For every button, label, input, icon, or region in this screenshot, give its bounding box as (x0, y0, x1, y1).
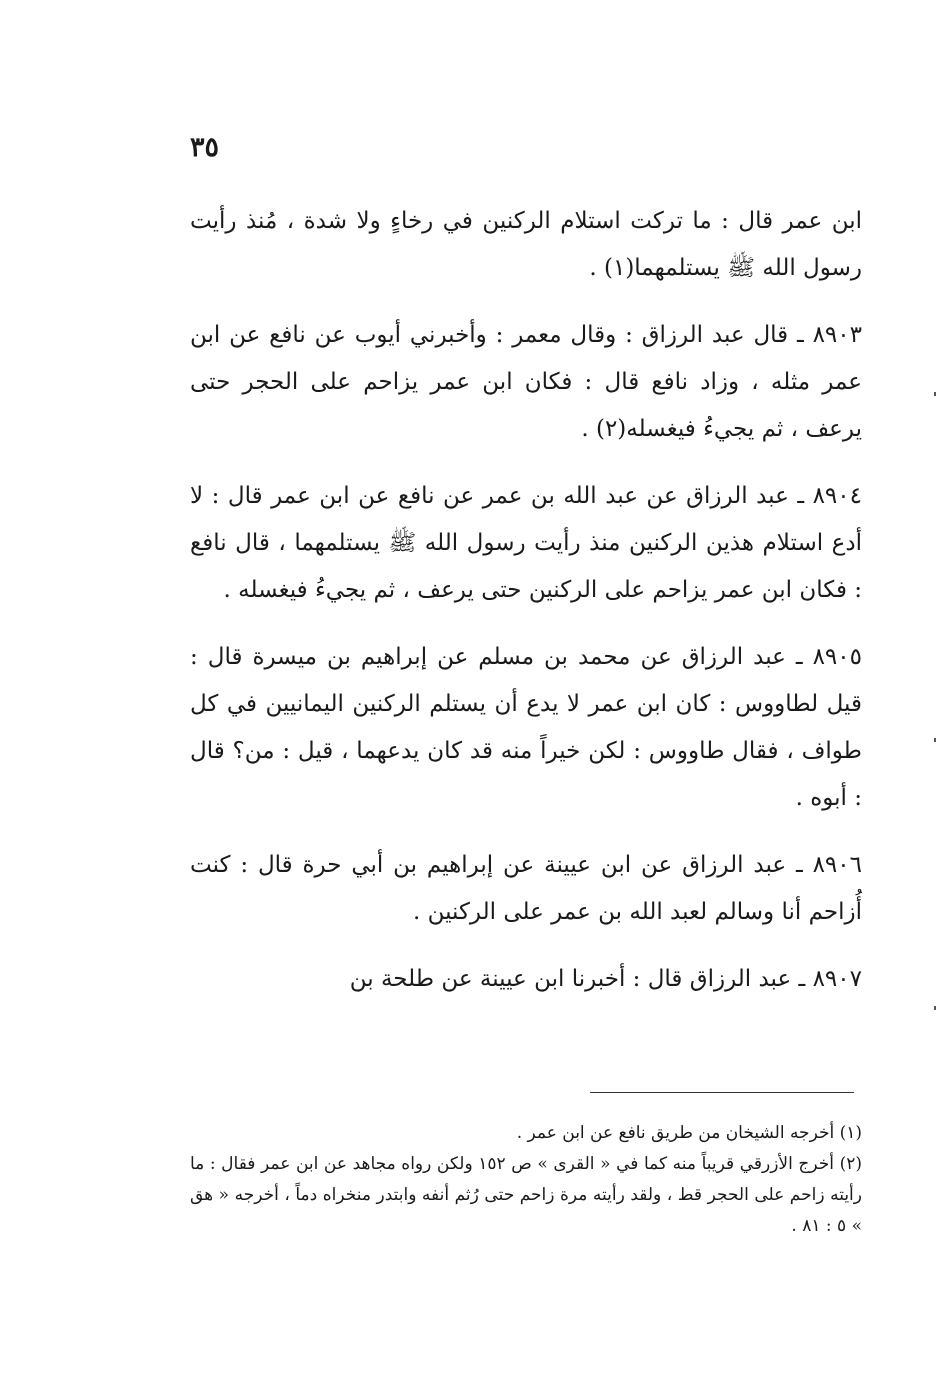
footnote-separator (590, 1092, 854, 1093)
footnotes (190, 1118, 862, 1242)
paragraph: ٨٩٠٣ ـ قال عبد الرزاق : وقال معمر : وأخبرني أيوب عن نافع عن ابن عمر مثله ، وزاد نافع قال : فكان ابن عمر يزاحم على الحجر حتى يرعف ، ثم يجيءُ فيغسله(٢) . (190, 322, 862, 442)
paragraph: ٨٩٠٧ ـ عبد الرزاق قال : أخبرنا ابن عيينة عن طلحة بن (349, 966, 862, 992)
gutter-mark (934, 1006, 936, 1010)
page-number: ٣٥ (190, 132, 220, 163)
main-text (190, 198, 862, 1023)
paragraph: ٨٩٠٤ ـ عبد الرزاق عن عبد الله بن عمر عن نافع عن ابن عمر قال : لا أدع استلام هذين الركنين منذ رأيت رسول الله ﷺ يستلمهما ، قال نافع : فكان ابن عمر يزاحم على الركنين حتى يرعف ، ثم يجيءُ فيغسله . (190, 483, 862, 603)
paragraph: ٨٩٠٥ ـ عبد الرزاق عن محمد بن مسلم عن إبراهيم بن ميسرة قال : قيل لطاووس : كان ابن عمر لا يدع أن يستلم الركنين اليمانيين في كل طواف ، فقال طاووس : لكن خيراً منه قد كان يدعهما ، قيل : من؟ قال : أبوه . (190, 644, 862, 811)
paragraph: ابن عمر قال : ما تركت استلام الركنين في رخاءٍ ولا شدة ، مُنذ رأيت رسول الله ﷺ يستلمهما(١) . (190, 208, 862, 281)
paragraph: ٨٩٠٦ ـ عبد الرزاق عن ابن عيينة عن إبراهيم بن أبي حرة قال : كنت أُزاحم أنا وسالم لعبد الله بن عمر على الركنين . (190, 852, 862, 925)
gutter-mark (934, 738, 936, 742)
gutter-mark (934, 392, 936, 396)
footnote: (١) أخرجه الشيخان من طريق نافع عن ابن عمر . (516, 1123, 862, 1143)
footnote: (٢) أخرج الأزرقي قريباً منه كما في « القرى » ص ١٥٢ ولكن رواه مجاهد عن ابن عمر فقال : ما رأيته زاحم على الحجر قط ، ولقد رأيته مرة زاحم حتى رُثم أنفه وابتدر منخراه دماً ، أخرجه « هق » ٥ : ٨١ . (190, 1154, 862, 1236)
